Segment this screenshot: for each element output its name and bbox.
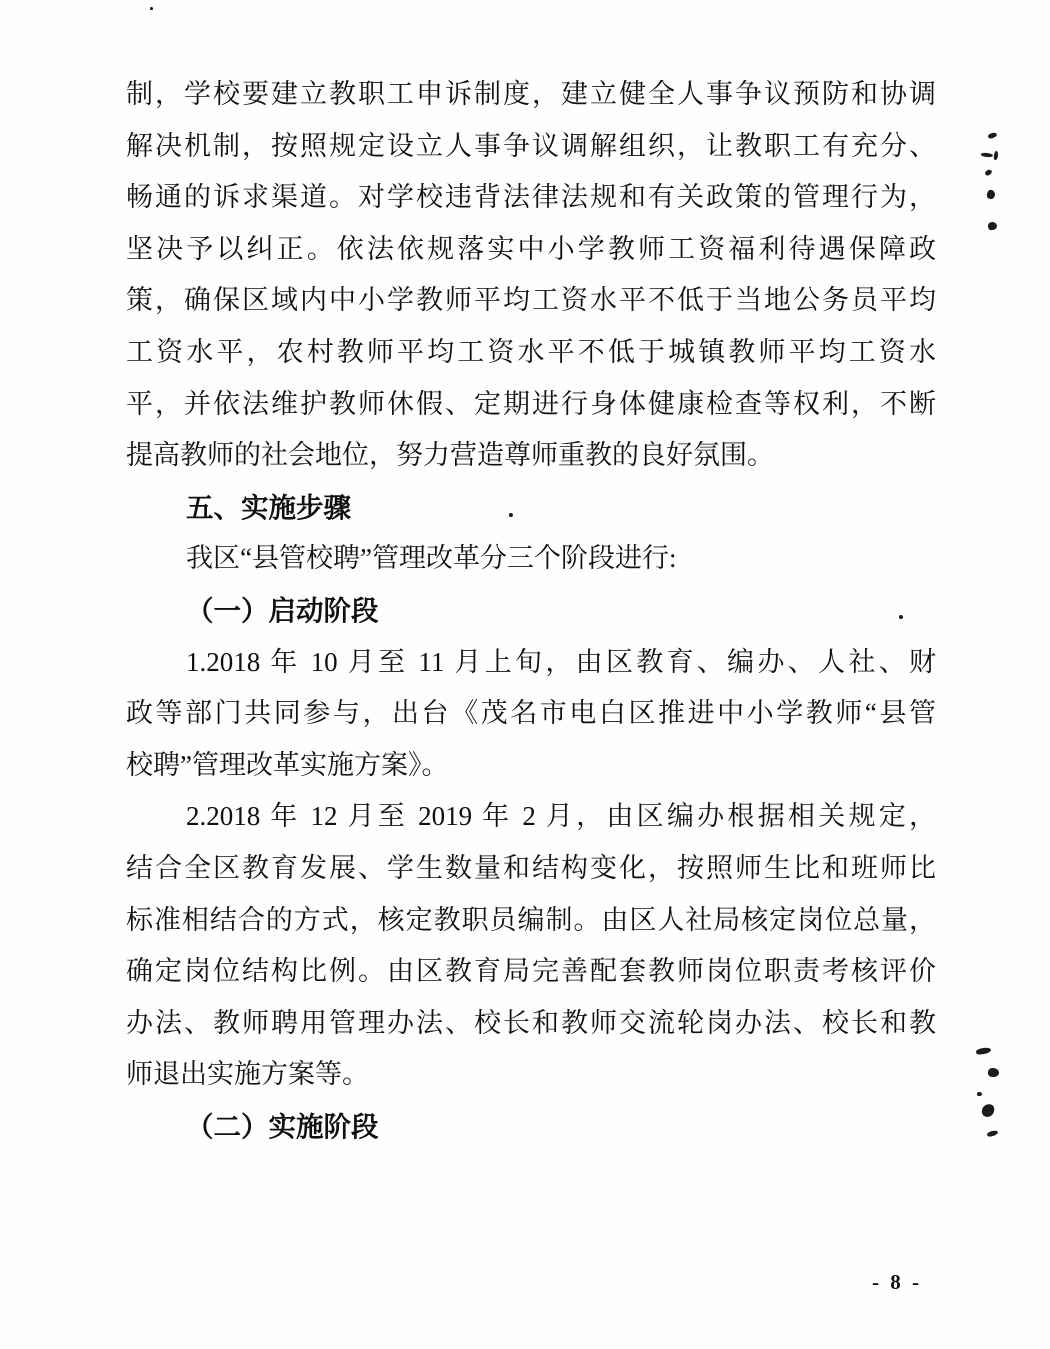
subsection-heading: （二）实施阶段 (186, 1110, 379, 1142)
ink-speck (988, 1068, 1000, 1078)
text-line: 策，确保区域内中小学教师平均工资水平不低于当地公务员平均 (126, 285, 936, 316)
text-line: 结合全区教育发展、学生数量和结构变化，按照师生比和班师比 (126, 852, 936, 883)
text-line: 工资水平，农村教师平均工资水平不低于城镇教师平均工资水 (126, 336, 936, 367)
text-line: 制，学校要建立教职工申诉制度，建立健全人事争议预防和协调 (126, 79, 936, 109)
text-line: 坚决予以纠正。依法依规落实中小学教师工资福利待遇保障政 (126, 233, 936, 264)
document-body (126, 69, 936, 1152)
section-heading: 五、实施步骤 (186, 491, 351, 523)
text-line: 我区“县管校聘”管理改革分三个阶段进行: (186, 543, 677, 574)
ink-speck (976, 1047, 992, 1056)
page-number: - 8 - (872, 1270, 922, 1294)
text-line: 提高教师的社会地位，努力营造尊师重教的良好氛围。 (126, 440, 774, 471)
ink-speck (987, 132, 997, 140)
text-line: 标准相结合的方式，核定教职员编制。由区人社局核定岗位总量， (126, 904, 936, 935)
ink-speck (150, 7, 153, 10)
text-line: 1.2018 年 10 月至 11 月上旬，由区教育、编办、人社、财 (186, 646, 936, 677)
text-line: 畅通的诉求渠道。对学校违背法律法规和有关政策的管理行为， (126, 182, 936, 213)
ink-speck (509, 513, 513, 517)
ink-speck (993, 151, 998, 160)
ink-speck (977, 1092, 982, 1096)
subsection-heading: （一）启动阶段 (186, 594, 379, 626)
ink-speck (987, 1130, 999, 1138)
text-line: 平，并依法维护教师休假、定期进行身体健康检查等权利，不断 (126, 388, 936, 419)
text-line: 2.2018 年 12 月至 2019 年 2 月，由区编办根据相关规定， (186, 801, 936, 832)
text-line: 校聘”管理改革实施方案》。 (126, 749, 449, 780)
text-line: 解决机制，按照规定设立人事争议调解组织，让教职工有充分、 (126, 130, 936, 161)
ink-speck (899, 615, 903, 619)
ink-speck (986, 189, 995, 199)
text-line: 确定岗位结构比例。由区教育局完善配套教师岗位职责考核评价 (126, 956, 936, 987)
text-line: 办法、教师聘用管理办法、校长和教师交流轮岗办法、校长和教 (126, 1007, 936, 1038)
ink-speck (987, 221, 997, 230)
ink-speck (981, 1103, 996, 1119)
ink-speck (981, 152, 993, 157)
text-line: 师退出实施方案等。 (126, 1059, 369, 1090)
ink-speck (984, 169, 993, 177)
text-line: 政等部门共同参与，出台《茂名市电白区推进中小学教师“县管 (126, 698, 936, 729)
